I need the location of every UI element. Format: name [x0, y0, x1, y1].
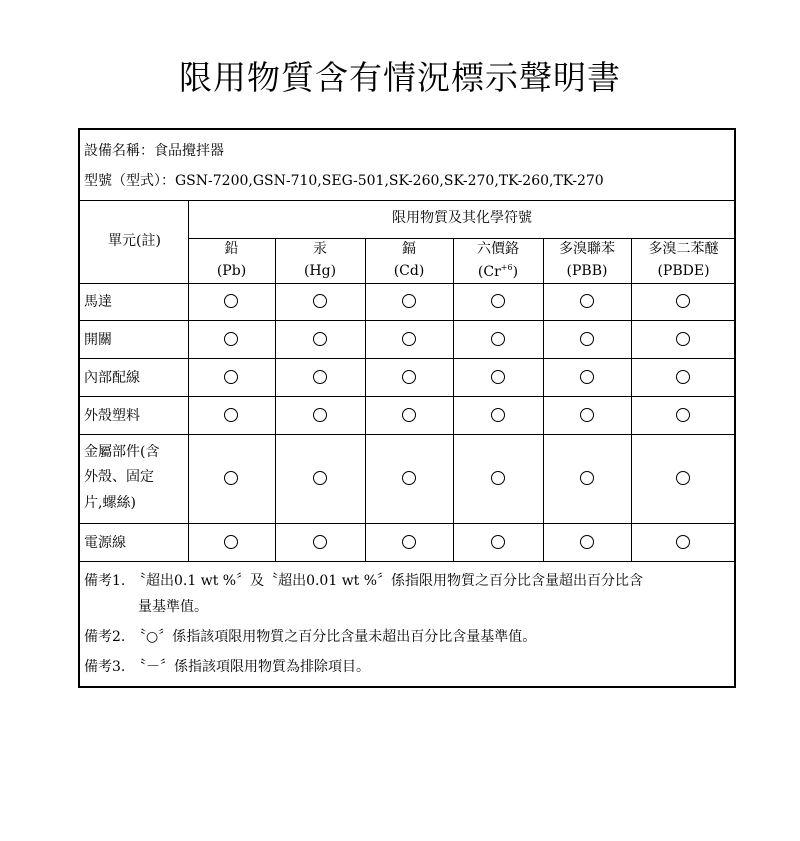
compliance-mark — [224, 370, 238, 384]
compliance-mark — [491, 370, 505, 384]
compliance-mark — [676, 408, 690, 422]
column-divider — [453, 238, 454, 561]
table-top-border — [80, 200, 734, 201]
compliance-mark — [580, 535, 594, 549]
compliance-mark — [402, 471, 416, 485]
compliance-mark — [224, 332, 238, 346]
unit-label: 內部配線 — [84, 370, 140, 386]
compliance-mark — [580, 370, 594, 384]
group-header-divider — [188, 238, 734, 239]
column-divider — [543, 238, 544, 561]
compliance-mark — [313, 294, 327, 308]
compliance-mark — [580, 408, 594, 422]
substance-mercury-name: 汞 — [313, 241, 327, 257]
substance-lead-name: 鉛 — [224, 241, 239, 257]
compliance-mark — [676, 535, 690, 549]
compliance-mark — [402, 332, 416, 346]
unit-label-line: 片,螺絲) — [84, 495, 136, 511]
note-label: 備考3. — [84, 659, 126, 675]
compliance-mark — [676, 294, 690, 308]
device-name-value: 食品攪拌器 — [154, 143, 224, 159]
row-divider — [80, 320, 734, 321]
compliance-mark — [224, 471, 238, 485]
substance-pbb-name: 多溴聯苯 — [559, 241, 615, 257]
compliance-mark — [676, 370, 690, 384]
substance-group-header: 限用物質及其化學符號 — [392, 210, 532, 226]
compliance-mark — [580, 294, 594, 308]
substance-mercury-symbol: (Hg) — [303, 263, 337, 279]
device-name-label: 設備名稱： — [84, 143, 154, 159]
unit-header: 單元(註) — [108, 233, 161, 249]
unit-label: 外殼塑料 — [84, 408, 140, 424]
compliance-mark — [402, 408, 416, 422]
unit-label: 開關 — [84, 332, 112, 348]
compliance-mark — [491, 408, 505, 422]
model-label: 型號（型式）： — [84, 173, 175, 189]
compliance-mark — [402, 294, 416, 308]
compliance-mark — [491, 332, 505, 346]
note-text: 〝－〞係指該項限用物質為排除項目。 — [132, 659, 370, 675]
compliance-mark — [313, 408, 327, 422]
column-divider — [365, 238, 366, 561]
note-text: 〝超出0.1 wt %〞及〝超出0.01 wt %〞係指限用物質之百分比含量超出百分比含 — [132, 573, 644, 589]
compliance-mark — [580, 332, 594, 346]
compliance-mark — [313, 332, 327, 346]
row-divider — [80, 523, 734, 524]
compliance-mark — [402, 370, 416, 384]
note-text: 〝○〞係指該項限用物質之百分比含量未超出百分比含量基準值。 — [132, 629, 537, 645]
compliance-mark — [491, 535, 505, 549]
table-bottom-border — [80, 561, 734, 562]
compliance-mark — [313, 535, 327, 549]
substance-lead-symbol: (Pb) — [216, 263, 247, 279]
compliance-mark — [491, 471, 505, 485]
unit-label-line: 金屬部件(含 — [84, 444, 160, 460]
model-line — [84, 174, 604, 188]
substance-cadmium-name: 鎘 — [402, 241, 416, 257]
unit-label-line: 外殼、固定 — [84, 469, 154, 485]
substance-chromium-symbol: $(Cr^{+6})$ — [477, 263, 519, 280]
substance-pbde-name: 多溴二苯醚 — [648, 241, 719, 257]
compliance-mark — [580, 471, 594, 485]
header-bottom-border — [80, 283, 734, 284]
compliance-mark — [676, 471, 690, 485]
unit-label: 馬達 — [84, 294, 112, 310]
compliance-mark — [491, 294, 505, 308]
substance-cadmium-symbol: (Cd) — [393, 263, 425, 279]
row-divider — [80, 396, 734, 397]
declaration-document — [78, 128, 736, 688]
page-title: 限用物質含有情況標示聲明書 — [179, 58, 621, 97]
compliance-mark — [402, 535, 416, 549]
substance-pbb-symbol: (PBB) — [566, 263, 608, 279]
row-divider — [80, 358, 734, 359]
compliance-mark — [224, 535, 238, 549]
substance-chromium-name: 六價鉻 — [477, 241, 519, 257]
compliance-mark — [313, 370, 327, 384]
note-label: 備考1. — [84, 573, 126, 589]
note-label: 備考2. — [84, 629, 126, 645]
device-name-line — [84, 144, 224, 158]
compliance-mark — [224, 408, 238, 422]
column-divider — [275, 238, 276, 561]
compliance-mark — [313, 471, 327, 485]
note-text: 量基準值。 — [138, 599, 208, 615]
unit-label: 電源線 — [84, 535, 126, 551]
compliance-mark — [224, 294, 238, 308]
model-value: GSN-7200,GSN-710,SEG-501,SK-260,SK-270,TK-260,TK-270 — [175, 173, 604, 189]
column-divider — [631, 238, 632, 561]
compliance-mark — [676, 332, 690, 346]
row-divider — [80, 434, 734, 435]
substance-pbde-symbol: (PBDE) — [657, 263, 710, 279]
